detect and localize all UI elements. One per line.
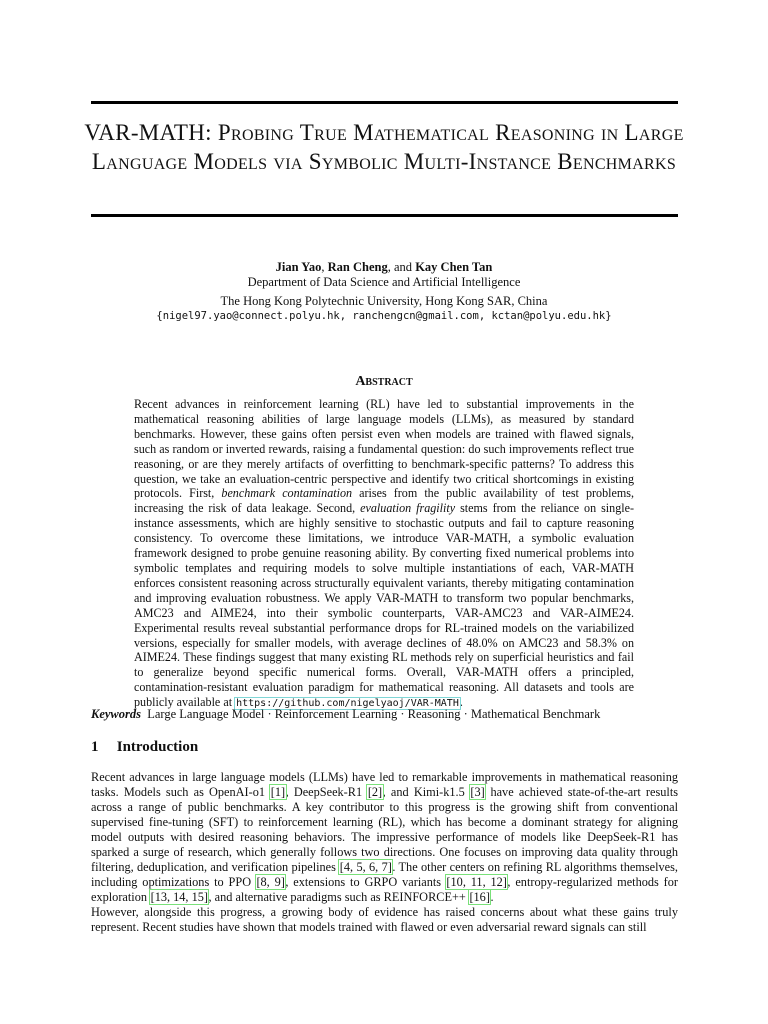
- intro-text: . The other centers on refining RL algorithms themselves, including optimizations to PPO: [91, 859, 678, 889]
- intro-text: , DeepSeek-R1: [285, 784, 363, 799]
- intro-text: .: [490, 889, 494, 904]
- author-1: Jian Yao: [275, 260, 322, 274]
- author-2: Ran Cheng: [327, 260, 388, 274]
- citation-link[interactable]: [1]: [270, 784, 286, 799]
- github-link[interactable]: https://github.com/nigelyaoj/VAR-MATH: [236, 698, 459, 710]
- intro-text: , extensions to GRPO variants: [285, 874, 442, 889]
- section-title: Introduction: [116, 739, 199, 755]
- section-heading: [91, 739, 198, 756]
- author-sep-2: , and: [387, 260, 413, 274]
- abstract-text-3: stems from the reliance on single-instance assessments, which are highly sensitive to stochastic outputs and fail to capture reasoning consistency. To overcome these limitations, we introduce VAR-MATH, a symbolic evaluation framework designed to probe genuine reasoning ability. By converting fixed numerical problems into symbolic templates and requiring models to solve multiple instantiations of each, VAR-MATH enforces consistent reasoning across structurally equivalent variants, thereby mitigating contamination and improving evaluation robustness. We apply VAR-MATH to transform two popular benchmarks, AMC23 and AIME24, into their symbolic counterparts, VAR-AMC23 and VAR-AIME24. Experimental results reveal substantial performance drops for RL-trained models on the variabilized versions, especially for smaller models, with average declines of 48.0% on AMC23 and 58.3% on AIME24. These findings suggest that many existing RL methods rely on superficial heuristics and fail to generalize beyond specific numerical forms. Overall, VAR-MATH offers a principled, contamination-resistant evaluation paradigm for mathematical reasoning. All datasets and tools are publicly available at: [134, 501, 634, 710]
- title-bottom-rule: [91, 214, 678, 217]
- author-3: Kay Chen Tan: [415, 260, 493, 274]
- author-emails: {nigel97.yao@connect.polyu.hk, ranchengcn@gmail.com, kctan@polyu.edu.hk}: [156, 310, 612, 322]
- title-prefix: VAR-MATH:: [84, 120, 212, 145]
- abstract-emphasis-2: evaluation fragility: [360, 501, 456, 516]
- intro-text: , and Kimi-k1.5: [382, 784, 465, 799]
- citation-link[interactable]: [2]: [367, 784, 383, 799]
- citation-link[interactable]: [16]: [469, 889, 490, 904]
- keywords-label: Keywords: [91, 707, 141, 721]
- title-top-rule: [91, 101, 678, 104]
- citation-link[interactable]: [10, 11, 12]: [446, 874, 507, 889]
- citation-link[interactable]: [4, 5, 6, 7]: [339, 859, 392, 874]
- abstract-body: [134, 397, 634, 712]
- intro-text: , and alternative paradigms such as REINFORCE++: [208, 889, 466, 904]
- abstract-end: .: [459, 695, 463, 710]
- citation-link[interactable]: [3]: [470, 784, 485, 799]
- department: Department of Data Science and Artificial Intelligence: [247, 275, 521, 289]
- intro-text: Recent advances in large language models (LLMs) have led to remarkable improvements in mathematical reasoning tasks. Models such as OpenAI-o1: [91, 770, 678, 799]
- abstract-text-1: Recent advances in reinforcement learning (RL) have led to substantial improvements in the mathematical reasoning abilities of large language models (LLMs), as measured by standard benchmarks. However, these gains often persist even when models are trained with flawed signals, such as random or inverted rewards, raising a fundamental question: do such improvements reflect true reasoning, or are they merely artifacts of overfitting to benchmark-specific patterns? To address this question, we take an evaluation-centric perspective and identify two critical shortcomings in existing protocols. First,: [134, 397, 634, 501]
- intro-paragraph-1: [91, 770, 678, 905]
- abstract-heading: Abstract: [355, 374, 413, 389]
- paper-title: [80, 118, 688, 176]
- author-sep-1: ,: [321, 260, 325, 274]
- author-list: [0, 260, 768, 275]
- abstract-emphasis-1: benchmark contamination: [221, 486, 353, 501]
- section-number: 1: [91, 739, 99, 755]
- citation-link[interactable]: [13, 14, 15]: [150, 889, 208, 904]
- title-rest: Probing True Mathematical Reasoning in Large Language Models via Symbolic Multi-Instance Benchmarks: [91, 120, 684, 174]
- keywords-line: [91, 707, 691, 722]
- intro-paragraph-2: However, alongside this progress, a growing body of evidence has raised concerns about what these gains truly represent. Recent studies have shown that models trained with flawed or even adversarial reward signals can still: [91, 905, 678, 934]
- keywords-text: Large Language Model · Reinforcement Learning · Reasoning · Mathematical Benchmark: [147, 707, 601, 721]
- intro-text: have achieved state-of-the-art results across a range of public benchmarks. A key contributor to this progress is the growing shift from conventional supervised fine-tuning (SFT) to reinforcement learning (RL), which has become a dominant strategy for aligning model outputs with desired reasoning behaviors. The impressive performance of models like DeepSeek-R1 has sparked a surge of research, which generally follows two directions. One focuses on improving data quality through filtering, deduplication, and verification pipelines: [91, 784, 679, 874]
- intro-text: , entropy-regularized methods for exploration: [91, 874, 679, 904]
- citation-link[interactable]: [8, 9]: [256, 874, 285, 889]
- abstract-text-2: arises from the public availability of test problems, increasing the risk of data leakage. Second,: [134, 486, 634, 516]
- university: The Hong Kong Polytechnic University, Hong Kong SAR, China: [220, 294, 548, 308]
